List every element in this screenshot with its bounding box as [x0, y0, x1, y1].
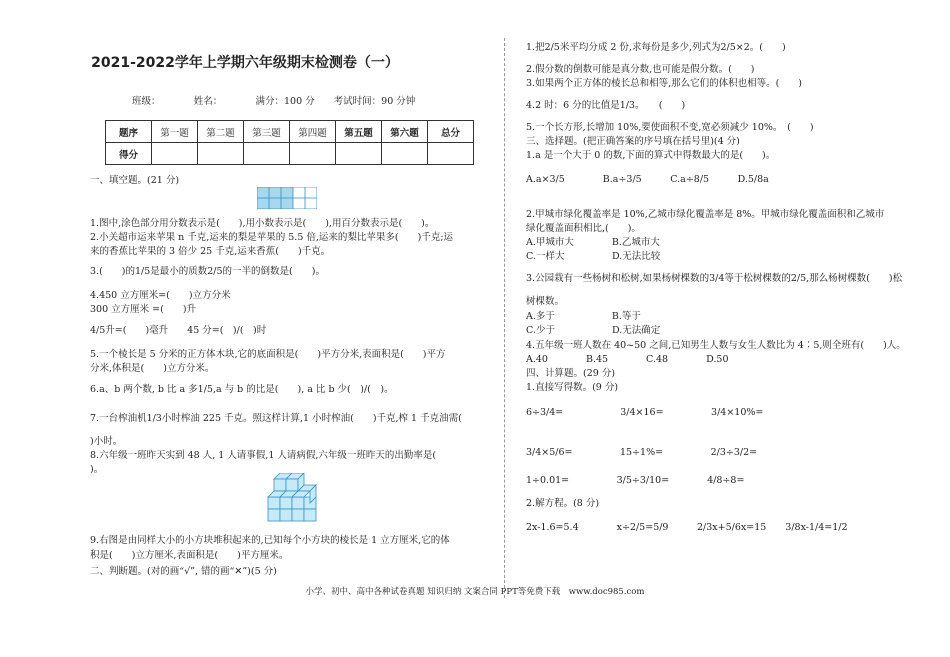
column-divider: [504, 38, 505, 598]
question-text: 2.解方程。(8 分): [526, 498, 600, 509]
question-text: 9.右图是由同样大小的小方块堆积起来的,已知每个小方块的棱长是 1 立方厘米,它的体: [90, 535, 450, 546]
choice-options: A.40 B.45 C.48 D.50: [526, 354, 729, 365]
question-text: 7.一台榨油机1/3小时榨油 225 千克。照这样计算,1 小时榨油( )千克,榨 1 千克油需(: [90, 413, 462, 424]
score-blank-cell: [152, 143, 198, 165]
score-table-header-row: [106, 121, 474, 143]
question-text: 4.450 立方厘米=( )立方分米: [90, 290, 231, 301]
question-text: 1.图中,涂色部分用分数表示是( ),用小数表示是( ),用百分数表示是( )。: [90, 218, 435, 229]
table-cell: 第一题: [152, 121, 198, 143]
question-text: 来的香蕉比苹果的 3 倍少 25 千克,运来香蕉( )千克。: [90, 246, 331, 257]
page-title: 2021-2022学年上学期六年级期末检测卷（一）: [91, 55, 399, 71]
question-text: 1.a 是一个大于 0 的数,下面的算式中得数最大的是( )。: [526, 150, 776, 161]
section-3-heading: 三、选择题。(把正确答案的序号填在括号里)(4 分): [526, 136, 740, 147]
question-text: 1.把2/5米平均分成 2 份,求每份是多少,列式为2/5×2。( ): [526, 42, 786, 53]
question-text: 分米,体积是( )立方分米。: [90, 363, 215, 374]
score-table: [105, 120, 474, 165]
question-text: 5.一个棱长是 5 分米的正方体木块,它的底面积是( )平方分米,表面积是( )平方: [90, 349, 446, 360]
choice-options: C.少于 D.无法确定: [526, 325, 661, 336]
score-blank-cell: [290, 143, 336, 165]
question-text: 4.五年级一班人数在 40~50 之间,已知男生人数与女生人数比为 4∶5,则全班有( )人。: [526, 340, 906, 351]
choice-options: C.一样大 D.无法比较: [526, 251, 661, 262]
question-text: )。: [90, 464, 104, 475]
question-text: 3.如果两个正方体的棱长总和相等,那么它们的体积也相等。( ): [526, 78, 802, 89]
page-footer: 小学、初中、高中各种试卷真题 知识归纳 文案合同 PPT等免费下载 www.doc985.com: [305, 587, 645, 597]
section-1-heading: 一、填空题。(21 分): [90, 175, 180, 186]
question-text: 积是( )立方厘米,表面积是( )平方厘米。: [90, 550, 289, 561]
question-text: 2.甲城市绿化覆盖率是 10%,乙城市绿化覆盖率是 8%。甲城市绿化覆盖面积和乙城市: [526, 209, 885, 220]
calculation-row: 6÷3/4= 3/4×16= 3/4×10%=: [526, 407, 764, 418]
question-text: 3.( )的1/5是最小的质数2/5的一半的倒数是( )。: [90, 266, 325, 277]
calculation-row: 1÷0.01= 3/5÷3/10= 4/8÷8=: [526, 475, 745, 486]
question-text: 2.小关超市运来苹果 n 千克,运来的梨是苹果的 5.5 倍,运来的梨比苹果多( )千克;运: [90, 232, 454, 243]
table-cell: 题序: [106, 121, 152, 143]
table-cell: 第六题: [382, 121, 428, 143]
question-text: 8.六年级一班昨天实到 48 人, 1 人请事假,1 人请病假,六年级一班昨天的出勤率是(: [90, 450, 456, 461]
stacked-cubes-figure: [264, 473, 326, 523]
table-cell: 第五题: [336, 121, 382, 143]
table-cell: 第二题: [198, 121, 244, 143]
question-text: 绿化覆盖面积相比,( )。: [526, 223, 641, 234]
section-4-heading: 四、计算题。(29 分): [526, 368, 616, 379]
question-text: )小时。: [90, 436, 123, 447]
score-blank-cell: [382, 143, 428, 165]
question-text: 4.2 时：6 分的比值是1/3。 ( ): [526, 100, 686, 111]
score-blank-cell: [428, 143, 474, 165]
question-text: 树棵数。: [526, 296, 565, 307]
table-cell: 总分: [428, 121, 474, 143]
shaded-grid-figure: [257, 187, 317, 209]
question-text: 6.a、b 两个数, b 比 a 多1/5,a 与 b 的比是( ), a 比 b 少( )/( )。: [90, 384, 394, 395]
choice-options: A.a×3/5 B.a÷3/5 C.a÷8/5 D.5/8a: [526, 174, 769, 185]
question-text: 3.公园栽有一些杨树和松树,如果杨树棵数的3/4等于松树棵数的2/5,那么杨树棵数( )松: [526, 273, 903, 284]
question-text: 5.一个长方形,长增加 10%,要使面积不变,宽必须减少 10%。 ( ): [526, 122, 814, 133]
score-blank-cell: [198, 143, 244, 165]
calculation-row: 3/4×5/6= 15÷1%= 2/3÷3/2=: [526, 447, 758, 458]
score-blank-cell: [336, 143, 382, 165]
exam-info: 班级： 姓名： 满分：100 分 考试时间：90 分钟: [132, 96, 416, 107]
score-table-score-row: [106, 143, 474, 165]
question-text: 1.直接写得数。(9 分): [526, 382, 619, 393]
question-text: 2.假分数的倒数可能是真分数,也可能是假分数。( ): [526, 64, 755, 75]
section-2-heading: 二、判断题。(对的画“√”, 错的画“✕”)(5 分): [90, 566, 277, 577]
choice-options: A.多于 B.等于: [526, 311, 641, 322]
table-cell: 第四题: [290, 121, 336, 143]
equation-row: 2x-1.6=5.4 x÷2/5=5/9 2/3x+5/6x=15 3/8x-1/4=1/2: [526, 522, 848, 533]
choice-options: A.甲城市大 B.乙城市大: [526, 237, 660, 248]
table-cell: 得分: [106, 143, 152, 165]
question-text: 300 立方厘米 =( )升: [90, 304, 197, 315]
score-blank-cell: [244, 143, 290, 165]
table-cell: 第三题: [244, 121, 290, 143]
question-text: 4/5升=( )毫升 45 分=( )/( )时: [90, 325, 267, 336]
